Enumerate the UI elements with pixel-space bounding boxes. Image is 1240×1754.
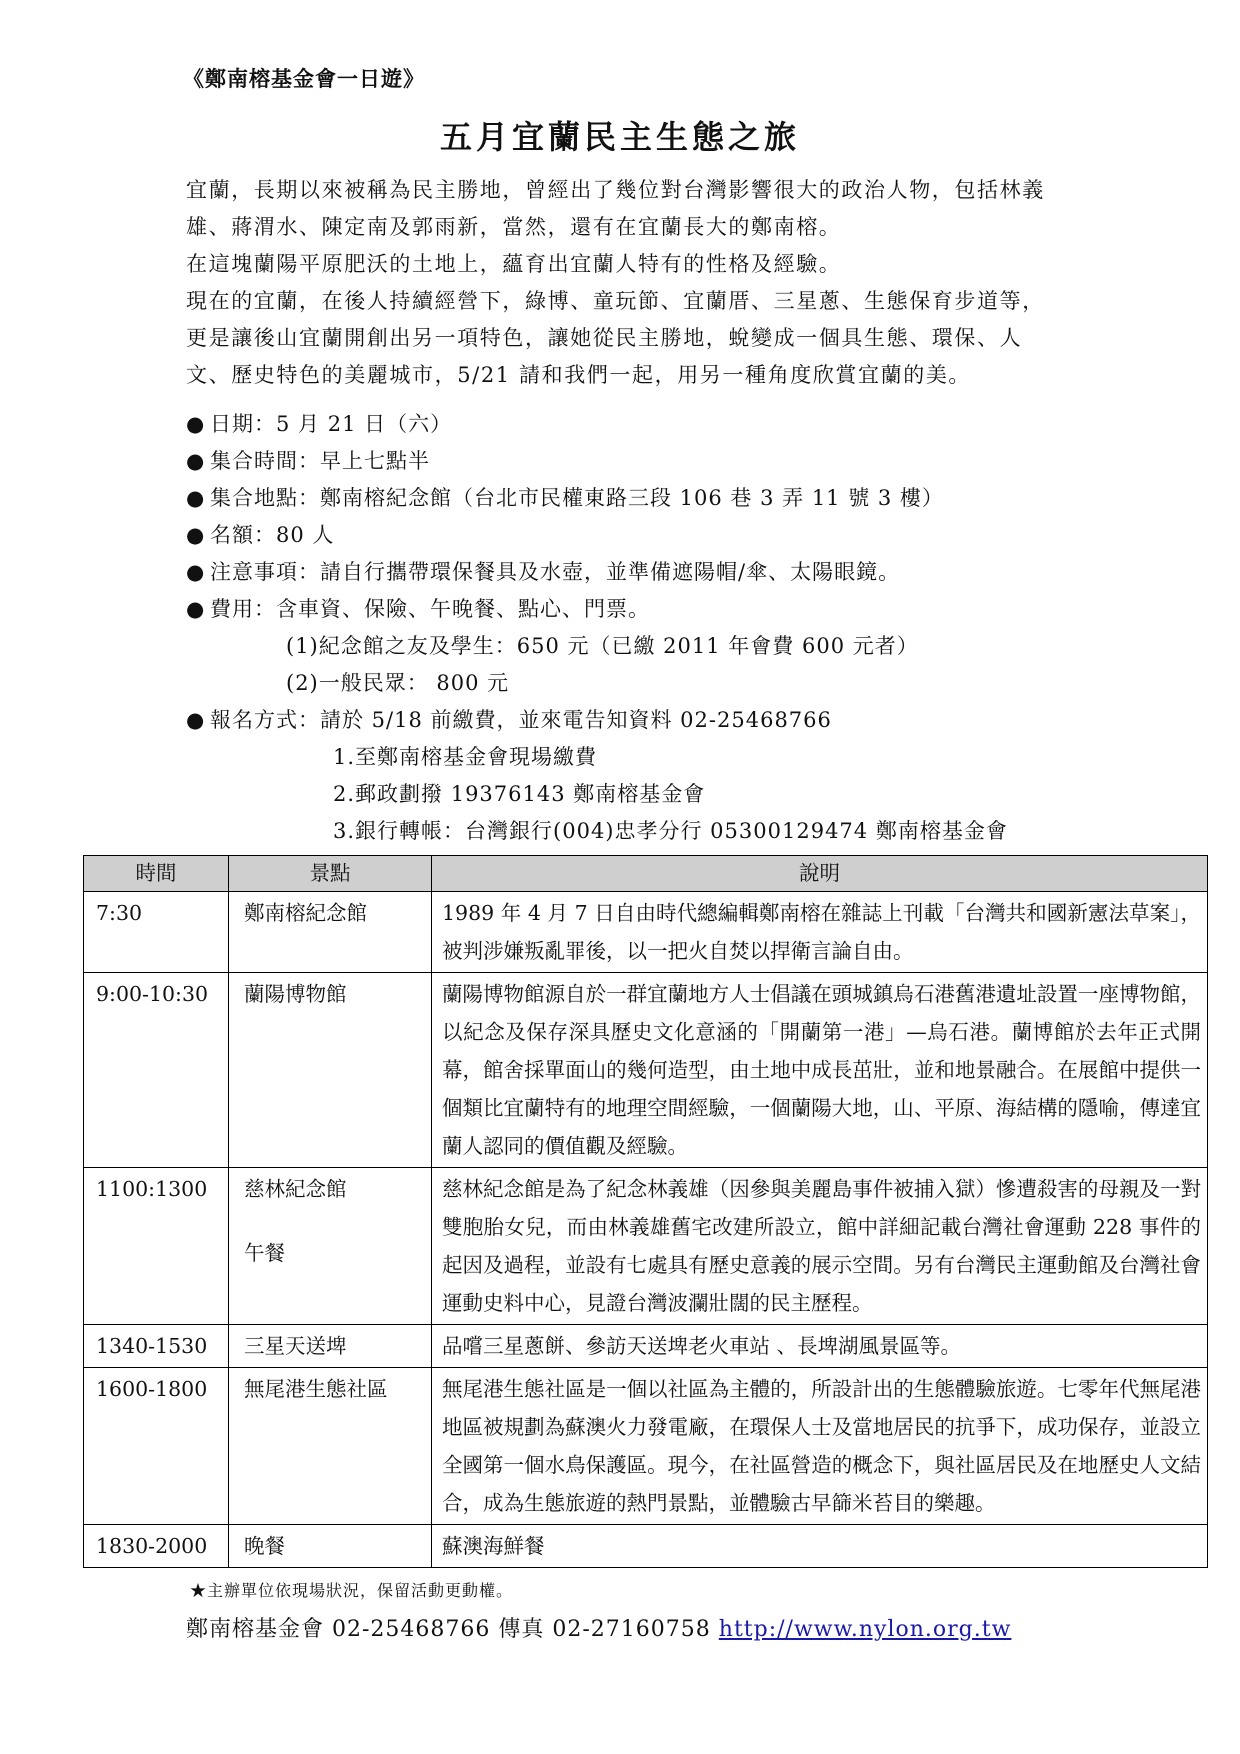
row-description: 無尾港生態社區是一個以社區為主體的，所設計出的生態體驗旅遊。七零年代無尾港地區被規劃為蘇澳火力發電廠，在環保人士及當地居民的抗爭下，成功保存，並設立全國第一個水鳥保護區。現今，在社區營造的概念下，與社區居民及在地歷史人文結合，成為生態旅遊的熱門景點，並體驗古早篩米苔目的樂趣。 <box>432 1368 1208 1525</box>
row-place: 鄭南榕紀念館 <box>229 892 432 973</box>
info-meet-time: ● 集合時間：早上七點半 <box>186 449 430 473</box>
bullet-icon: ● <box>186 486 206 510</box>
column-header-description: 說明 <box>432 856 1208 892</box>
row-description: 蘭陽博物館源自於一群宜蘭地方人士倡議在頭城鎮烏石港舊港遺址設置一座博物館，以紀念及保存深具歷史文化意涵的「開蘭第一港」—烏石港。蘭博館於去年正式開幕，館舍採單面山的幾何造型，由土地中成長茁壯，並和地景融合。在展館中提供一個類比宜蘭特有的地理空間經驗，一個蘭陽大地，山、平原、海結構的隱喻，傳達宜蘭人認同的價值觀及經驗。 <box>432 973 1208 1168</box>
intro-paragraph: 在這塊蘭陽平原肥沃的土地上，蘊育出宜蘭人特有的性格及經驗。 <box>186 252 842 276</box>
intro-paragraph: 現在的宜蘭，在後人持續經營下，綠博、童玩節、宜蘭厝、三星蔥、生態保育步道等，更是讓後山宜蘭開創出另一項特色，讓她從民主勝地，蛻變成一個具生態、環保、人文、歷史特色的美麗城市，5/21 請和我們一起，用另一種角度欣賞宜蘭的美。 <box>186 289 1045 387</box>
contact-info: 鄭南榕基金會 02-25468766 傳真 02-27160758 <box>186 1617 711 1642</box>
row-place: 蘭陽博物館 <box>229 973 432 1168</box>
website-link[interactable]: http://www.nylon.org.tw <box>718 1617 1012 1642</box>
row-time: 7:30 <box>84 892 229 973</box>
page-title: 五月宜蘭民主生態之旅 <box>439 118 800 156</box>
intro-paragraph: 宜蘭，長期以來被稱為民主勝地，曾經出了幾位對台灣影響很大的政治人物，包括林義雄、蔣渭水、陳定南及郭雨新，當然，還有在宜蘭長大的鄭南榕。 <box>186 178 1045 239</box>
table-row <box>84 1368 1208 1525</box>
info-meet-place: ● 集合地點：鄭南榕紀念館（台北市民權東路三段 106 巷 3 弄 11 號 3 樓） <box>186 486 944 510</box>
fee-item: (1)紀念館之友及學生：650 元（已繳 2011 年會費 600 元者） <box>286 634 919 658</box>
table-header-row <box>84 856 1208 892</box>
row-place: 三星天送埤 <box>229 1325 432 1368</box>
row-time: 1340-1530 <box>84 1325 229 1368</box>
bullet-icon: ● <box>186 708 206 732</box>
table-row <box>84 1325 1208 1368</box>
footer-contact <box>186 1612 1011 1643</box>
row-place: 晚餐 <box>229 1525 432 1568</box>
row-time: 1100:1300 <box>84 1168 229 1325</box>
row-description: 蘇澳海鮮餐 <box>432 1525 1208 1568</box>
signup-item: 2.郵政劃撥 19376143 鄭南榕基金會 <box>333 782 706 806</box>
column-header-time: 時間 <box>84 856 229 892</box>
info-signup: ● 報名方式：請於 5/18 前繳費，並來電告知資料 02-25468766 <box>186 708 832 732</box>
info-fee: ● 費用：含車資、保險、午晚餐、點心、門票。 <box>186 597 650 621</box>
row-place-cell <box>229 1168 432 1325</box>
row-time: 1600-1800 <box>84 1368 229 1525</box>
bullet-icon: ● <box>186 412 206 436</box>
bullet-icon: ● <box>186 523 206 547</box>
info-quota: ● 名額：80 人 <box>186 523 335 547</box>
info-date: ● 日期：5 月 21 日（六） <box>186 412 453 436</box>
row-place-lunch: 午餐 <box>244 1241 285 1265</box>
fee-item: (2)一般民眾： 800 元 <box>286 671 510 695</box>
table-row <box>84 973 1208 1168</box>
intro-text <box>186 172 1066 394</box>
schedule-table <box>83 855 1208 1568</box>
row-place: 無尾港生態社區 <box>229 1368 432 1525</box>
row-time: 1830-2000 <box>84 1525 229 1568</box>
column-header-place: 景點 <box>229 856 432 892</box>
info-notice: ● 注意事項：請自行攜帶環保餐具及水壺，並準備遮陽帽/傘、太陽眼鏡。 <box>186 560 901 584</box>
row-description: 品嚐三星蔥餅、參訪天送埤老火車站 、長埤湖風景區等。 <box>432 1325 1208 1368</box>
signup-item: 3.銀行轉帳：台灣銀行(004)忠孝分行 05300129474 鄭南榕基金會 <box>333 819 1008 843</box>
table-row <box>84 1168 1208 1325</box>
row-place: 慈林紀念館 <box>244 1177 347 1201</box>
bullet-icon: ● <box>186 597 206 621</box>
signup-item: 1.至鄭南榕基金會現場繳費 <box>333 745 598 769</box>
table-row <box>84 892 1208 973</box>
bullet-icon: ● <box>186 560 206 584</box>
bullet-icon: ● <box>186 449 206 473</box>
row-description: 1989 年 4 月 7 日自由時代總編輯鄭南榕在雜誌上刊載「台灣共和國新憲法草案」，被判涉嫌叛亂罪後，以一把火自焚以捍衛言論自由。 <box>432 892 1208 973</box>
organizer-note: ★主辦單位依現場狀況，保留活動更動權。 <box>190 1581 514 1600</box>
series-title: 《鄭南榕基金會一日遊》 <box>183 66 425 91</box>
row-time: 9:00-10:30 <box>84 973 229 1168</box>
table-row <box>84 1525 1208 1568</box>
row-description: 慈林紀念館是為了紀念林義雄（因參與美麗島事件被捕入獄）慘遭殺害的母親及一對雙胞胎女兒，而由林義雄舊宅改建所設立，館中詳細記載台灣社會運動 228 事件的起因及過程，並設有七處具有歷史意義的展示空間。另有台灣民主運動館及台灣社會運動史料中心，見證台灣波瀾壯闊的民主歷程。 <box>432 1168 1208 1325</box>
